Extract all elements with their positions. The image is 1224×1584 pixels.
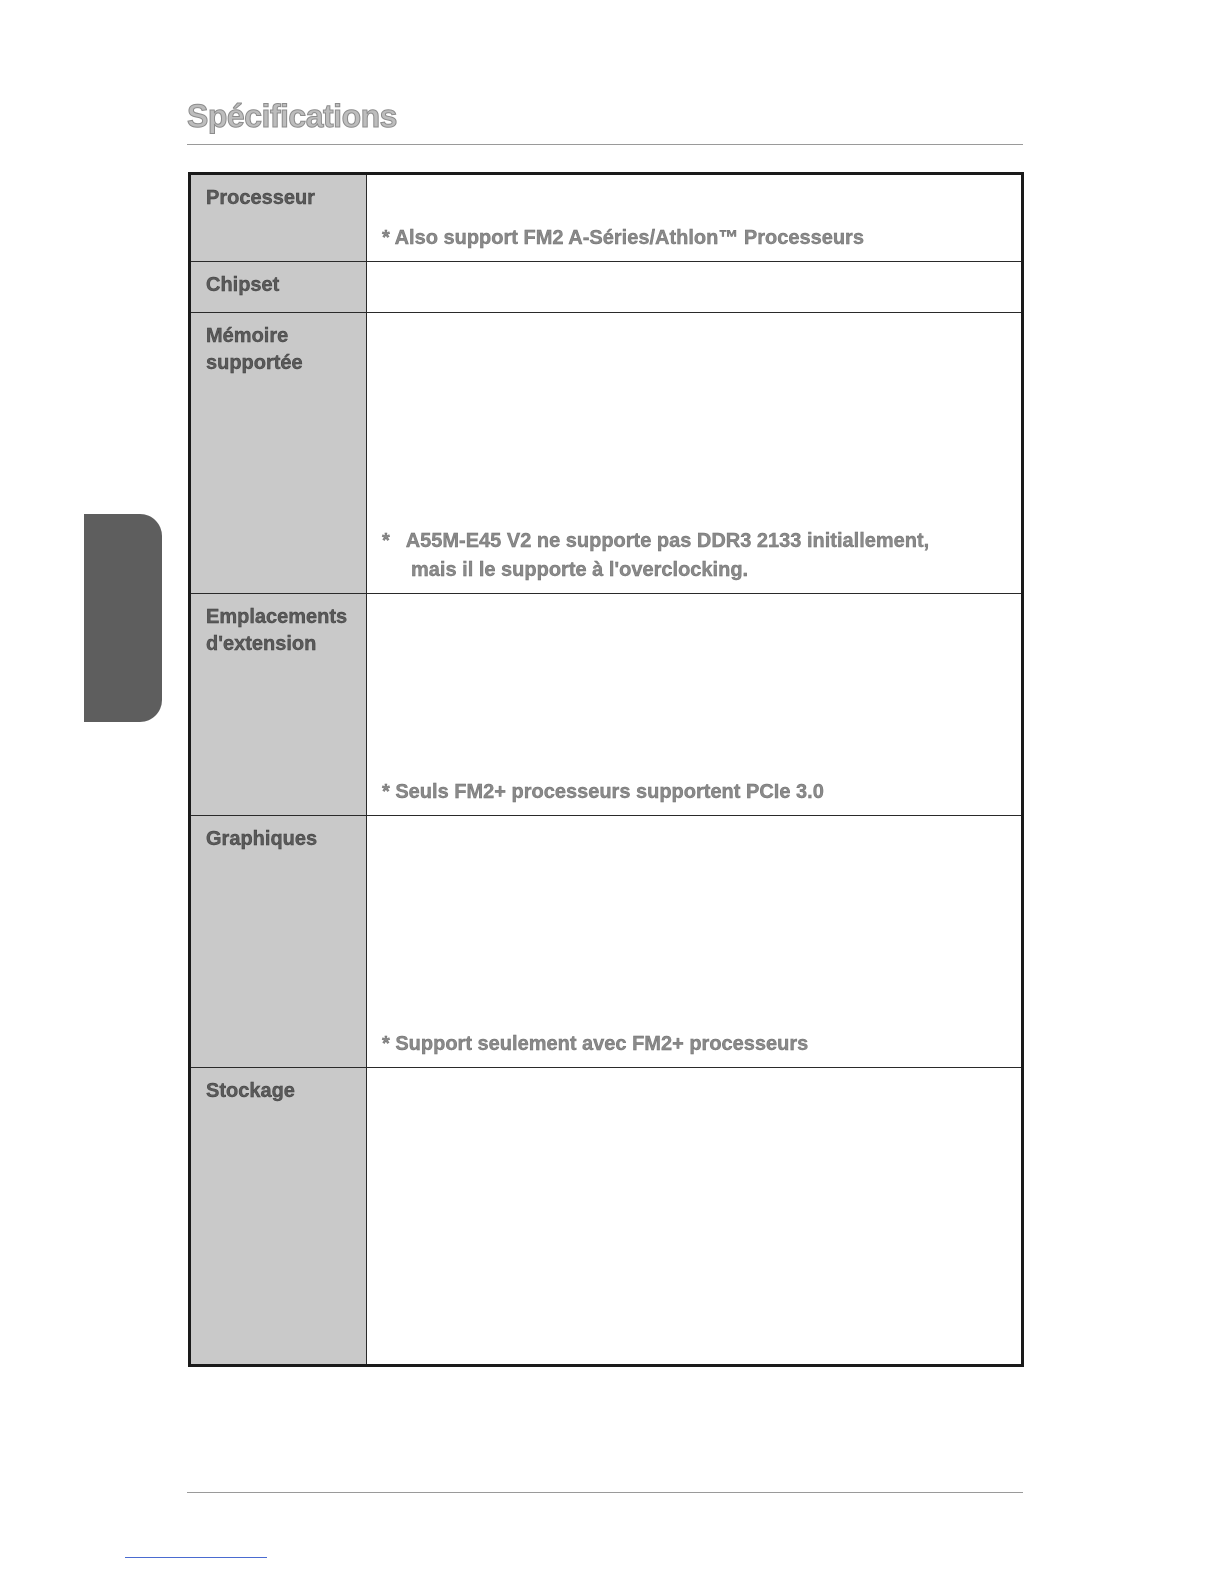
page-title: Spécifications [187,98,397,134]
spec-value [367,1068,1021,1364]
spec-value [367,594,1021,815]
spec-value [367,262,1021,312]
spec-label: Emplacements d'extension [191,594,367,815]
spec-note-line: * Seuls FM2+ processeurs supportent PCIe 3.0 [382,781,824,803]
spec-row-graphics [191,816,1021,1068]
spec-label: Mémoire supportée [191,313,367,593]
spec-label: Processeur [191,175,367,261]
spec-value [367,175,1021,261]
spec-note [382,778,1001,807]
spec-label: Chipset [191,262,367,312]
spec-row-memory [191,313,1021,594]
spec-label: Graphiques [191,816,367,1067]
spec-note [382,1030,1001,1059]
spec-note-line: * Also support FM2 A-Séries/Athlon™ Processeurs [382,227,864,249]
spec-row-storage [191,1068,1021,1364]
chapter-side-tab [84,514,162,722]
spec-row-chipset [191,262,1021,313]
footer-divider [187,1492,1023,1493]
spec-note-line: * A55M-E45 V2 ne supporte pas DDR3 2133 initiallement, [382,530,930,552]
specifications-table [188,172,1024,1367]
spec-note [382,527,1001,585]
spec-value [367,313,1021,593]
title-divider [187,144,1023,145]
spec-note-line: * Support seulement avec FM2+ processeurs [382,1033,809,1055]
spec-row-expansion-slots [191,594,1021,816]
bottom-link-underline [125,1557,267,1558]
spec-note-line: mais il le supporte à l'overclocking. [411,559,749,581]
spec-note [382,224,1001,253]
spec-row-processor [191,175,1021,262]
spec-label: Stockage [191,1068,367,1364]
spec-value [367,816,1021,1067]
